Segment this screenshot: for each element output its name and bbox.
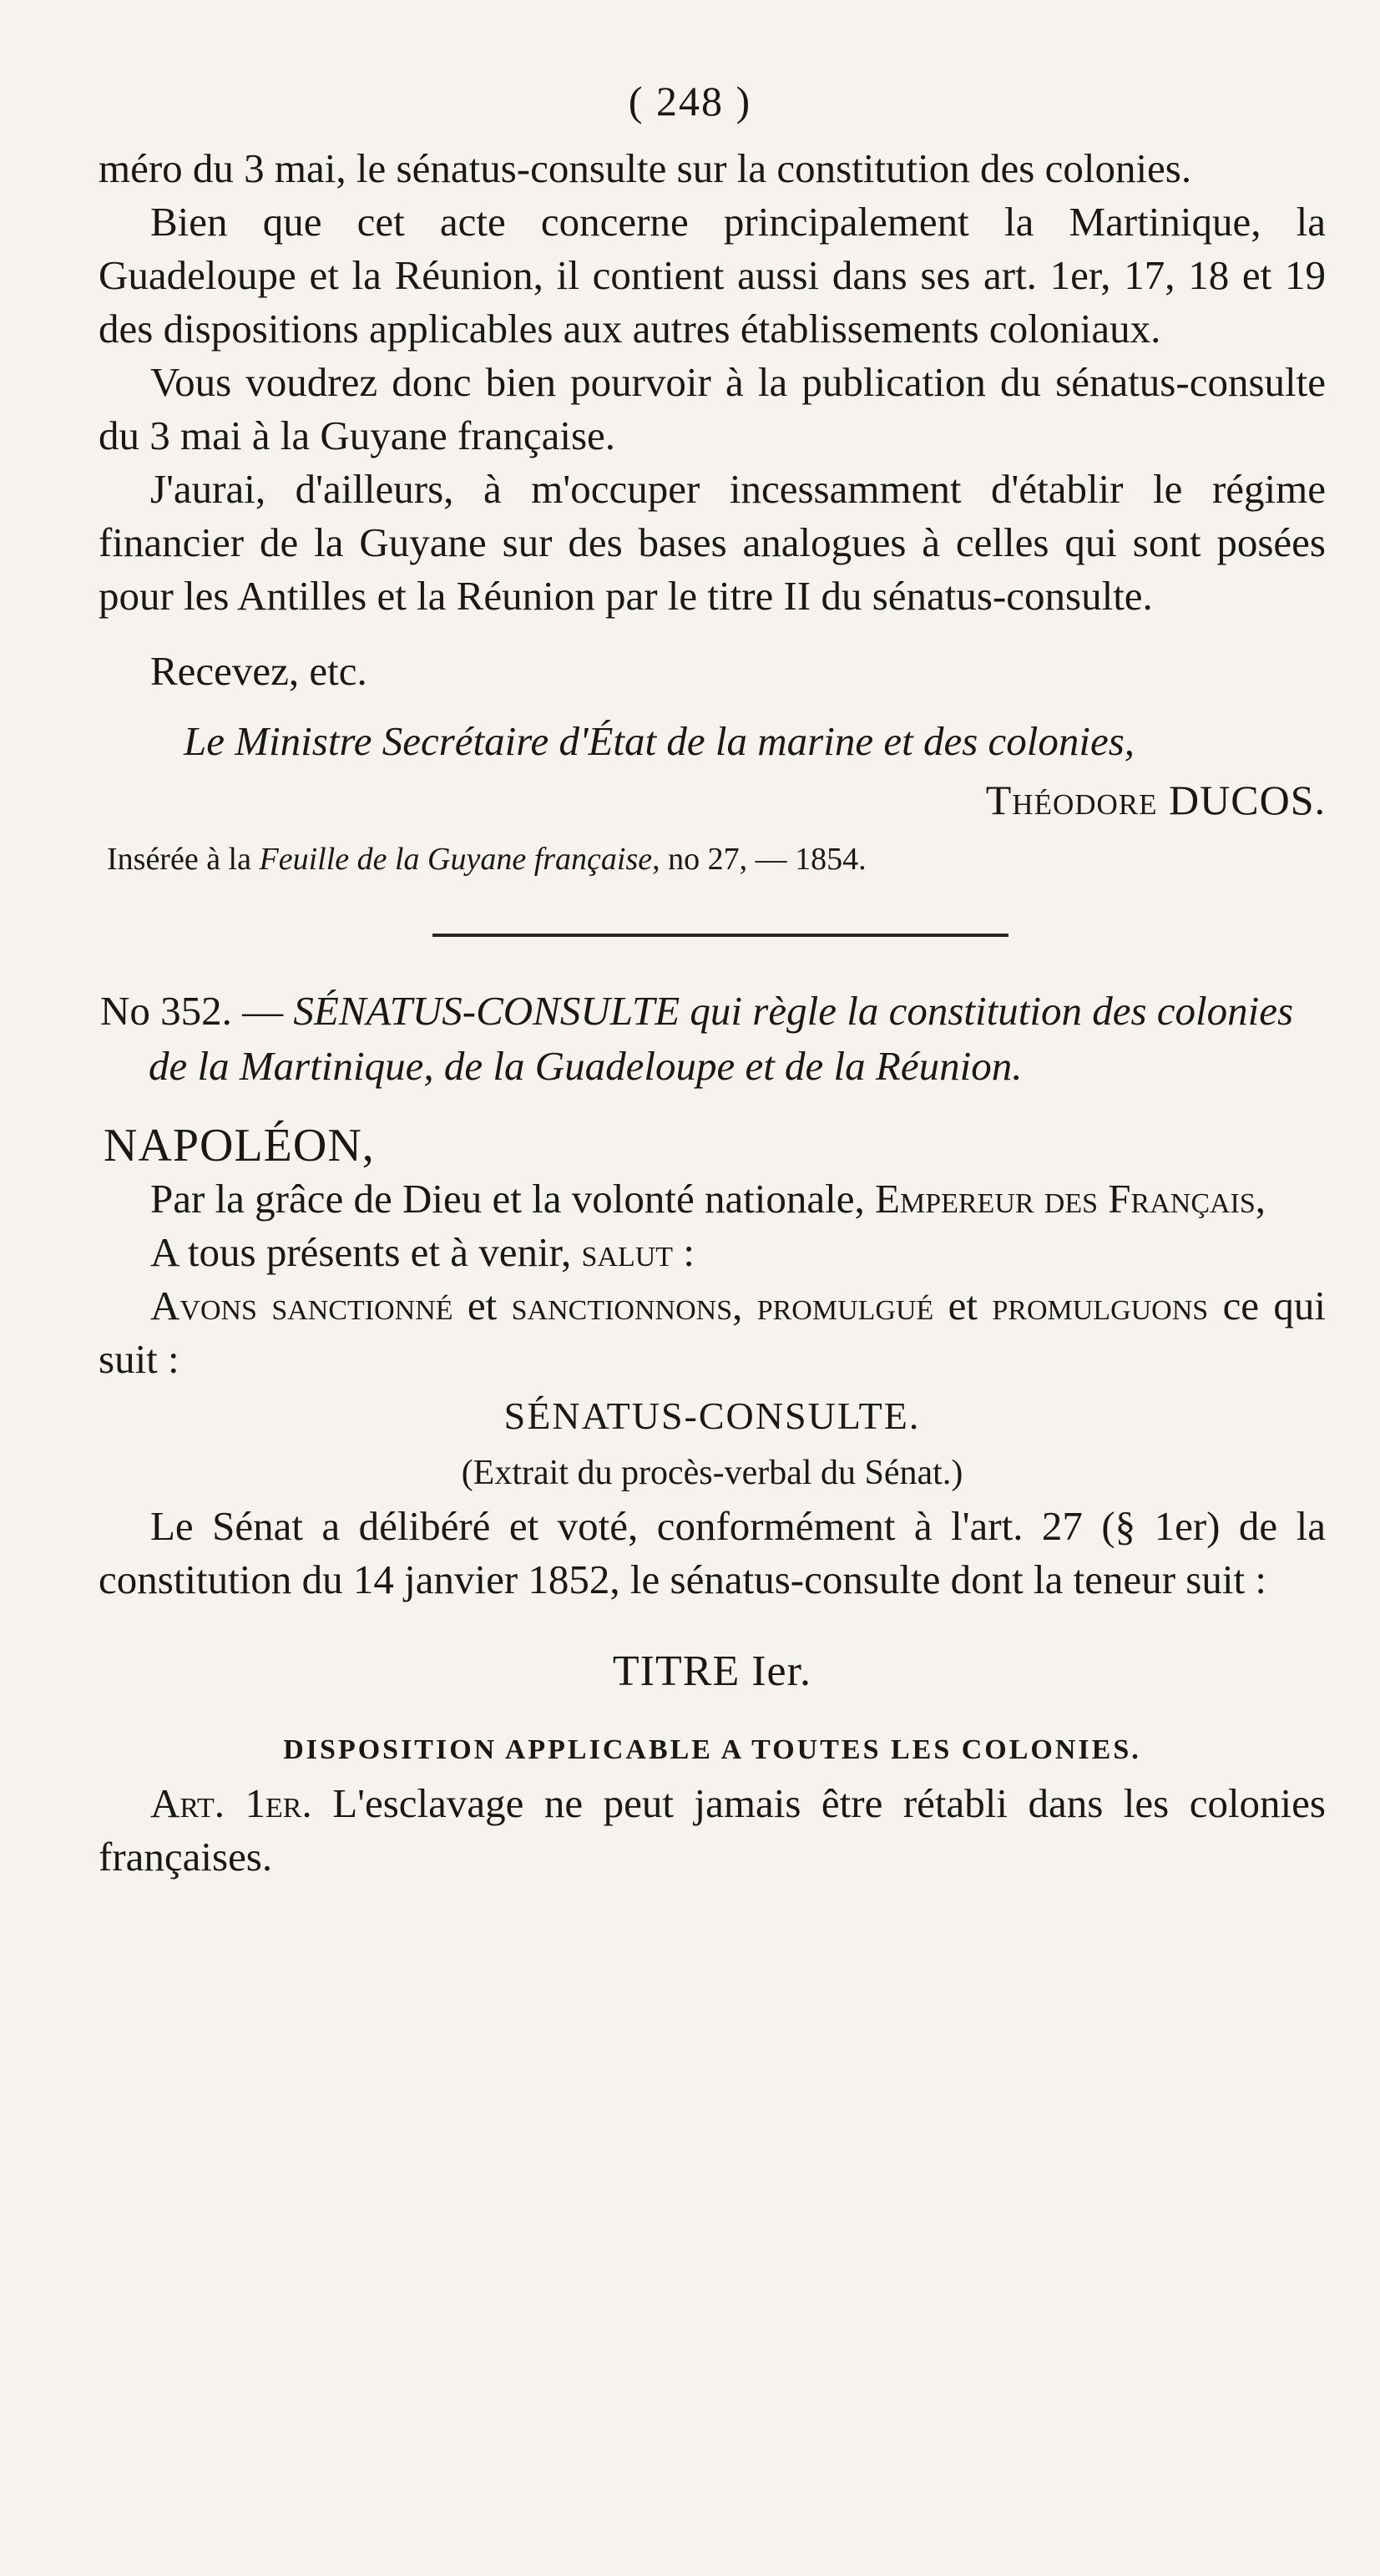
titre-heading: TITRE Ier. (612, 1647, 812, 1695)
act-heading (99, 984, 1326, 1094)
salut-word: salut : (581, 1229, 695, 1275)
proclamation-grace (99, 1172, 1326, 1226)
emperor-title: Empereur des Français, (875, 1176, 1266, 1222)
deliberation-paragraph: Le Sénat a délibéré et voté, conformément à l'art. 27 (§ 1er) de la constitution du 14 janvier 1852, le sénatus-consulte dont la teneur suit : (99, 1503, 1326, 1602)
proclamation-salut (99, 1226, 1326, 1279)
avons-tail: ce qui suit : (99, 1283, 1327, 1382)
article-one (99, 1777, 1326, 1884)
signature-first-name: Théodore (985, 777, 1158, 823)
promulguons-word: promulguons (992, 1283, 1209, 1328)
signature-title: Le Ministre Secrétaire d'État de la marine et des colonies, (184, 718, 1135, 764)
emperor-name: NAPOLÉON, (104, 1120, 375, 1172)
avons-word: Avons (150, 1283, 257, 1328)
page-number: ( 248 ) (628, 78, 752, 124)
disposition-heading: DISPOSITION APPLICABLE A TOUTES LES COLONIES. (283, 1734, 1141, 1765)
signature-last-name: DUCOS. (1169, 777, 1326, 823)
insertion-journal: Feuille de la Guyane française (259, 842, 653, 877)
paragraph-closing: Recevez, etc. (150, 648, 367, 694)
paragraph-scope: Bien que cet acte concerne principalement la Martinique, la Guadeloupe et la Réunion, il contient aussi dans ses art. 1er, 17, 18 et 19 des dispositions applicables aux autres établissements coloniaux. (99, 199, 1326, 352)
section-divider (432, 934, 1008, 937)
act-title: qui règle la constitution des colonies de la Martinique, de la Guadeloupe et de la Réunion. (149, 988, 1294, 1089)
conjunction-2: et (948, 1283, 978, 1328)
act-type: SÉNATUS-CONSULTE (293, 988, 680, 1034)
sanctionne-word: sanctionné (271, 1283, 453, 1328)
insertion-note (99, 835, 1326, 883)
sanctionnons-word: sanctionnons, promulgué (511, 1283, 934, 1328)
text-column (99, 142, 1326, 1884)
grace-text: Par la grâce de Dieu et la volonté nationale, (150, 1176, 865, 1222)
signature-name (99, 773, 1326, 827)
proclamation-avons (99, 1279, 1326, 1386)
paragraph-continuation: méro du 3 mai, le sénatus-consulte sur la constitution des colonies. (99, 145, 1192, 191)
paragraph-publication: Vous voudrez donc bien pourvoir à la publication du sénatus-consulte du 3 mai à la Guyane française. (99, 359, 1326, 458)
insertion-suffix: , no 27, — 1854. (652, 842, 867, 877)
salut-text: A tous présents et à venir, (150, 1229, 572, 1275)
insertion-prefix: Insérée à la (107, 842, 251, 877)
article-label: Art. 1er. (150, 1780, 312, 1826)
act-number: No 352. — (100, 988, 284, 1034)
paragraph-regime: J'aurai, d'ailleurs, à m'occuper incessamment d'établir le régime financier de la Guyane sur des bases analogues à celles qui sont posées pour les Antilles et la Réunion par le titre II du sénatus-consulte. (99, 466, 1326, 619)
conjunction-1: et (467, 1283, 498, 1328)
senatus-heading: SÉNATUS-CONSULTE. (503, 1394, 921, 1437)
extract-note: (Extrait du procès-verbal du Sénat.) (461, 1454, 963, 1492)
article-text: L'esclavage ne peut jamais être rétabli dans les colonies françaises. (99, 1780, 1326, 1880)
